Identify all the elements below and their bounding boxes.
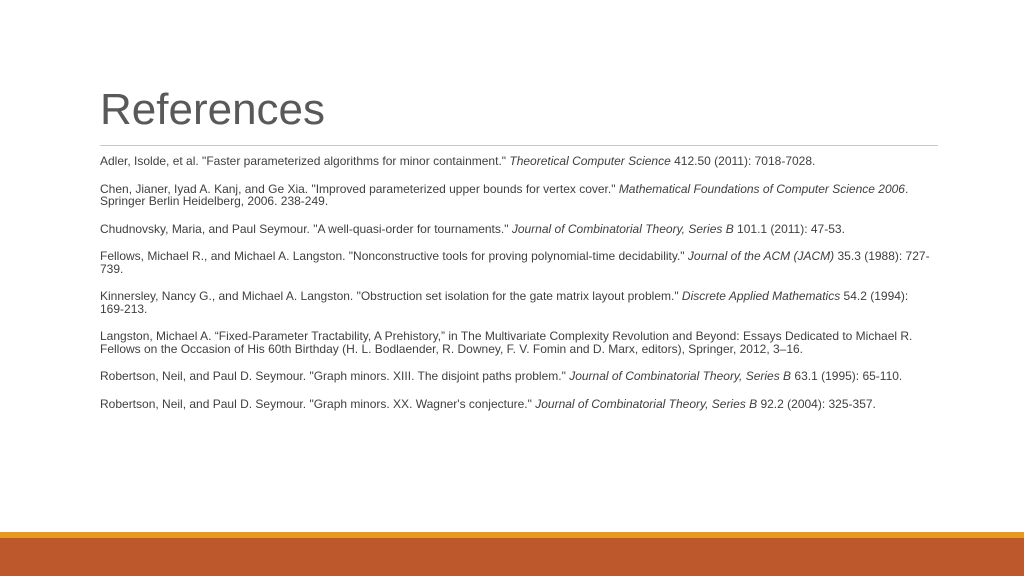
reference-venue: Journal of Combinatorial Theory, Series B — [569, 369, 792, 383]
reference-item — [100, 290, 932, 315]
reference-item — [100, 370, 932, 383]
reference-text: Robertson, Neil, and Paul D. Seymour. "Graph minors. XX. Wagner's conjecture." — [100, 396, 536, 411]
reference-details: 101.1 (2011): 47-53. — [733, 221, 845, 236]
reference-item — [100, 155, 932, 168]
reference-text: Robertson, Neil, and Paul D. Seymour. "Graph minors. XIII. The disjoint paths problem." — [100, 369, 570, 383]
reference-venue: Discrete Applied Mathematics — [681, 289, 841, 303]
reference-details: 412.50 (2011): 7018-7028. — [670, 154, 816, 168]
title-divider — [100, 145, 938, 146]
slide-title: References — [100, 85, 326, 134]
reference-details: 35.3 (1988): 727-739. — [100, 249, 930, 276]
reference-text: Fellows, Michael R., and Michael A. Langston. "Nonconstructive tools for proving polynomial-time decidability." — [100, 249, 688, 263]
reference-text: Langston, Michael A. “Fixed-Parameter Tractability, A Prehistory,” in The Multivariate Complexity Revolution and Beyond: Essays Dedicated to Michael R. Fellows on the Occasion of His 60th Birthday (H. L. Bodlaender, R. Downey, F. V. Fomin and D. Marx, editors), Springer, 2012, 3–16. — [100, 329, 913, 356]
reference-venue: Mathematical Foundations of Computer Science 2006 — [618, 181, 905, 196]
reference-item — [100, 183, 932, 208]
reference-text: Kinnersley, Nancy G., and Michael A. Langston. "Obstruction set isolation for the gate matrix layout problem." — [100, 289, 682, 303]
reference-item — [100, 250, 932, 275]
footer-band — [0, 538, 1024, 576]
reference-item — [100, 330, 932, 355]
reference-venue: Journal of Combinatorial Theory, Series B — [511, 221, 734, 236]
reference-text: Chudnovsky, Maria, and Paul Seymour. "A well-quasi-order for tournaments." — [100, 221, 512, 236]
reference-venue: Theoretical Computer Science — [509, 154, 671, 168]
reference-list — [100, 155, 932, 425]
reference-item — [100, 223, 932, 236]
reference-text: Adler, Isolde, et al. "Faster parameterized algorithms for minor containment." — [100, 154, 510, 168]
reference-details: . Springer Berlin Heidelberg, 2006. 238-249. — [100, 181, 909, 208]
reference-text: Chen, Jianer, Iyad A. Kanj, and Ge Xia. "Improved parameterized upper bounds for vertex cover." — [100, 181, 619, 196]
reference-details: 54.2 (1994): 169-213. — [100, 289, 909, 316]
reference-item — [100, 398, 932, 411]
reference-venue: Journal of the ACM (JACM) — [687, 249, 835, 263]
reference-venue: Journal of Combinatorial Theory, Series B — [535, 396, 758, 411]
reference-details: 63.1 (1995): 65-110. — [791, 369, 903, 383]
reference-details: 92.2 (2004): 325-357. — [757, 396, 876, 411]
